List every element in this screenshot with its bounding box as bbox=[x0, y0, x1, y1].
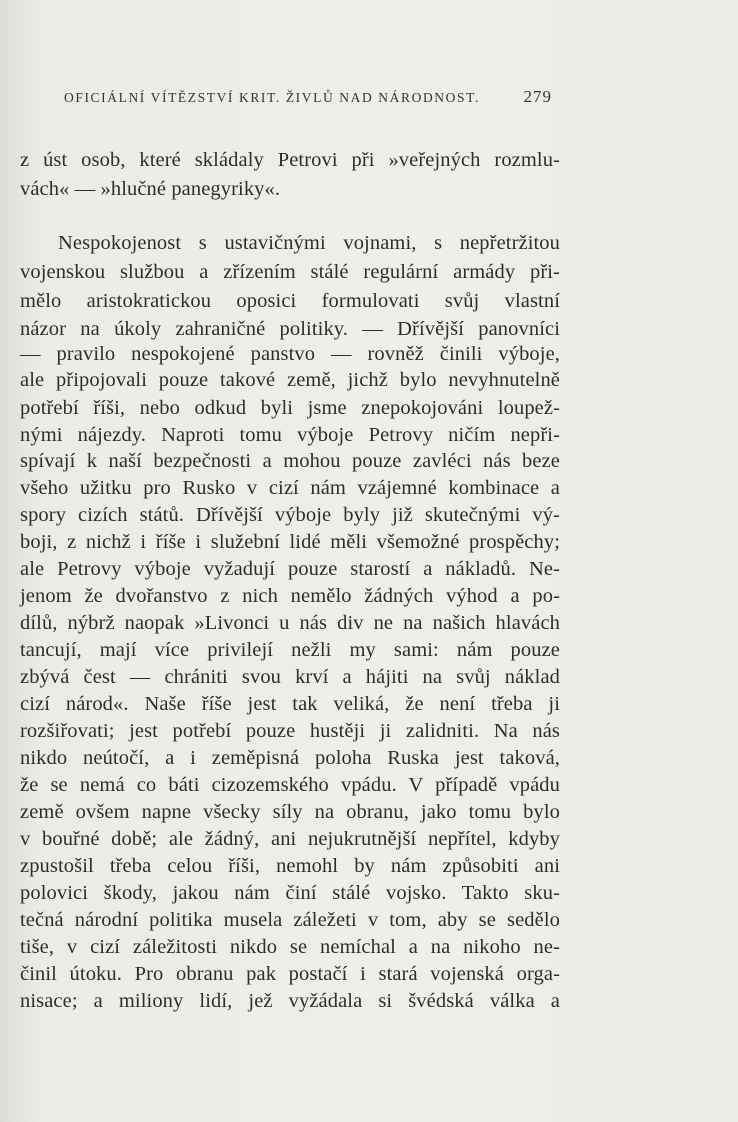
text-line: z úst osob, které skládaly Petrovi při »veřejných rozmlu- bbox=[20, 149, 560, 171]
text-line: polovici škody, jakou nám činí stálé vojsko. Takto sku- bbox=[20, 882, 560, 904]
text-line: tancují, mají více privilejí nežli my sami: nám pouze bbox=[20, 639, 560, 661]
text-line: že se nemá co báti cizozemského vpádu. V případě vpádu bbox=[20, 774, 560, 796]
text-line: cizí národ«. Naše říše jest tak veliká, že není třeba ji bbox=[20, 693, 560, 715]
running-title: OFICIÁLNÍ VÍTĚZSTVÍ KRIT. ŽIVLŮ NAD NÁRODNOST. bbox=[64, 90, 480, 105]
text-line: tiše, v cizí záležitosti nikdo se nemíchal a na nikoho ne- bbox=[20, 936, 560, 958]
text-line: činil útoku. Pro obranu pak postačí i stará vojenská orga- bbox=[20, 963, 560, 985]
text-line: ale připojovali pouze takové země, jichž bylo nevyhnutelně bbox=[20, 369, 560, 391]
text-line: potřebí říši, nebo odkud byli jsme znepokojováni loupež- bbox=[20, 397, 560, 419]
text-line: rozšiřovati; jest potřebí pouze hustěji ji zalidniti. Na nás bbox=[20, 720, 560, 742]
text-line: zpustošil třeba celou říši, nemohl by nám způsobiti ani bbox=[20, 855, 560, 877]
text-line: dílů, nýbrž naopak »Livonci u nás div ne na našich hlavách bbox=[20, 612, 560, 634]
text-line: jenom že dvořanstvo z nich nemělo žádných výhod a po- bbox=[20, 585, 560, 607]
text-line: vách« — »hlučné panegyriky«. bbox=[20, 178, 281, 200]
text-line: Nespokojenost s ustavičnými vojnami, s nepřetržitou bbox=[58, 232, 560, 254]
text-line: země ovšem napne všecky síly na obranu, jako tomu bylo bbox=[20, 801, 560, 823]
text-line: boji, z nichž i říše i služební lidé měli všemožné prospěchy; bbox=[20, 531, 560, 553]
text-line: zbývá čest — chrániti svou krví a hájiti na svůj náklad bbox=[20, 666, 560, 688]
text-line: ale Petrovy výboje vyžadují pouze starostí a nákladů. Ne- bbox=[20, 558, 560, 580]
text-line: nisace; a miliony lidí, jež vyžádala si švédská válka a bbox=[20, 990, 560, 1012]
running-head bbox=[64, 87, 552, 114]
text-line: názor na úkoly zahraničné politiky. — Dřívější panovníci bbox=[20, 318, 560, 340]
text-line: všeho užitku pro Rusko v cizí nám vzájemné kombinace a bbox=[20, 477, 560, 499]
text-line: spívají k naší bezpečnosti a mohou pouze zavléci nás beze bbox=[20, 450, 560, 472]
text-line: mělo aristokratickou oposici formulovati svůj vlastní bbox=[20, 290, 560, 312]
text-line: — pravilo nespokojené panstvo — rovněž činili výboje, bbox=[20, 343, 560, 365]
text-line: vojenskou službou a zřízením stálé regulární armády při- bbox=[20, 261, 560, 283]
text-line: spory cizích států. Dřívější výboje byly již skutečnými vý- bbox=[20, 504, 560, 526]
text-line: v bouřné době; ale žádný, ani nejukrutnější nepřítel, kdyby bbox=[20, 828, 560, 850]
text-line: tečná národní politika musela záležeti v tom, aby se sedělo bbox=[20, 909, 560, 931]
page-number: 279 bbox=[523, 87, 552, 106]
text-line: nikdo neútočí, a i zeměpisná poloha Ruska jest taková, bbox=[20, 747, 560, 769]
text-line: nými nájezdy. Naproti tomu výboje Petrovy ničím nepři- bbox=[20, 424, 560, 446]
